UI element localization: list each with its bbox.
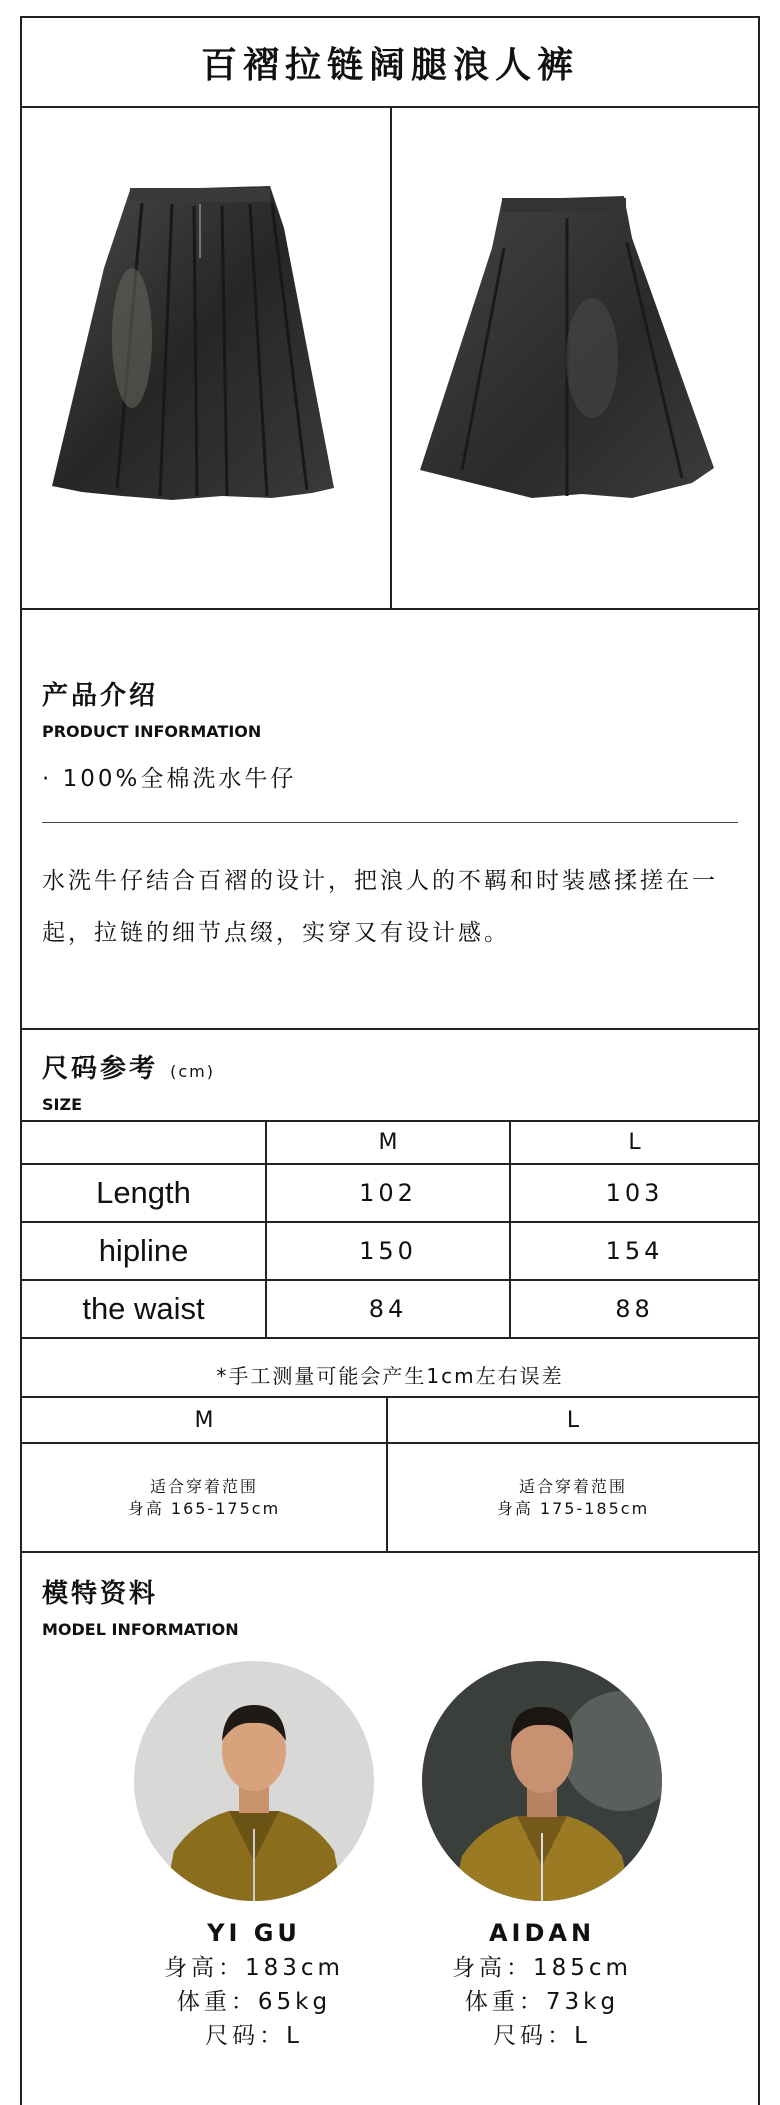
model-weight: 体重：73kg: [464, 1989, 620, 2015]
model-title-cn: 模特资料: [42, 1579, 159, 1609]
model-height: 身高：183cm: [164, 1955, 344, 1981]
table-row: [22, 1280, 758, 1338]
divider-line: [42, 822, 738, 823]
size-title-en: SIZE: [42, 1095, 83, 1114]
measurement-note: *手工测量可能会产生1cm左右误差: [22, 1352, 758, 1398]
title-banner: [22, 18, 758, 108]
model-section: [22, 1553, 758, 2105]
fit-range-section: [22, 1398, 758, 1553]
product-photo-front: [22, 108, 390, 608]
product-info-title-cn: 产品介绍: [42, 681, 159, 711]
fit-l-title: L: [388, 1398, 758, 1444]
fit-range-l: [388, 1398, 758, 1551]
length-m-value: 102: [266, 1164, 510, 1222]
product-description: 水洗牛仔结合百褶的设计，把浪人的不羁和时装感揉搓在一起，拉链的细节点缀，实穿又有设计感。: [42, 868, 718, 946]
size-header-blank: [22, 1122, 266, 1164]
model-size: 尺码：L: [493, 2023, 591, 2049]
avatar: [422, 1661, 662, 1901]
model-height: 身高：185cm: [452, 1955, 632, 1981]
page-title: 百褶拉链阔腿浪人裤: [200, 44, 579, 86]
fit-m-title: M: [22, 1398, 386, 1444]
fit-m-height: 身高 165-175cm: [127, 1498, 281, 1518]
size-unit: (cm): [170, 1062, 215, 1081]
table-row: [22, 1222, 758, 1280]
fit-l-label: 适合穿着范围: [518, 1476, 627, 1496]
hipline-l-value: 154: [510, 1222, 758, 1280]
model-weight: 体重：65kg: [176, 1989, 332, 2015]
model-title-en: MODEL INFORMATION: [42, 1620, 239, 1639]
product-info-section: [22, 610, 758, 1030]
product-photos: [22, 108, 758, 610]
model-size: 尺码：L: [205, 2023, 303, 2049]
page-frame: [20, 16, 760, 2105]
fit-range-m: [22, 1398, 386, 1551]
model-name: AIDAN: [488, 1919, 596, 1947]
model-name: YI GU: [207, 1919, 301, 1947]
size-title-cn: 尺码参考: [42, 1054, 159, 1084]
model-heading: [42, 1573, 239, 1639]
hipline-m-value: 150: [266, 1222, 510, 1280]
model-card-yi-gu: [134, 1661, 374, 2049]
avatar: [134, 1661, 374, 1901]
size-table-header: [22, 1122, 758, 1164]
waist-l-value: 88: [510, 1280, 758, 1338]
waist-m-value: 84: [266, 1280, 510, 1338]
product-info-title-en: PRODUCT INFORMATION: [42, 722, 262, 741]
model-card-aidan: [422, 1661, 662, 2049]
material-bullet: · 100%全棉洗水牛仔: [42, 766, 297, 792]
product-photo-back: [392, 108, 760, 608]
fit-m-label: 适合穿着范围: [149, 1476, 258, 1496]
length-l-value: 103: [510, 1164, 758, 1222]
product-info-heading: [42, 675, 261, 741]
size-header-l: L: [510, 1122, 758, 1164]
size-section-heading: [22, 1030, 758, 1122]
size-header-m: M: [266, 1122, 510, 1164]
fit-l-height: 身高 175-185cm: [496, 1498, 650, 1518]
row-label-hipline: hipline: [22, 1222, 266, 1280]
size-table: [22, 1122, 758, 1339]
row-label-length: Length: [22, 1164, 266, 1222]
row-label-waist: the waist: [22, 1280, 266, 1338]
table-row: [22, 1164, 758, 1222]
